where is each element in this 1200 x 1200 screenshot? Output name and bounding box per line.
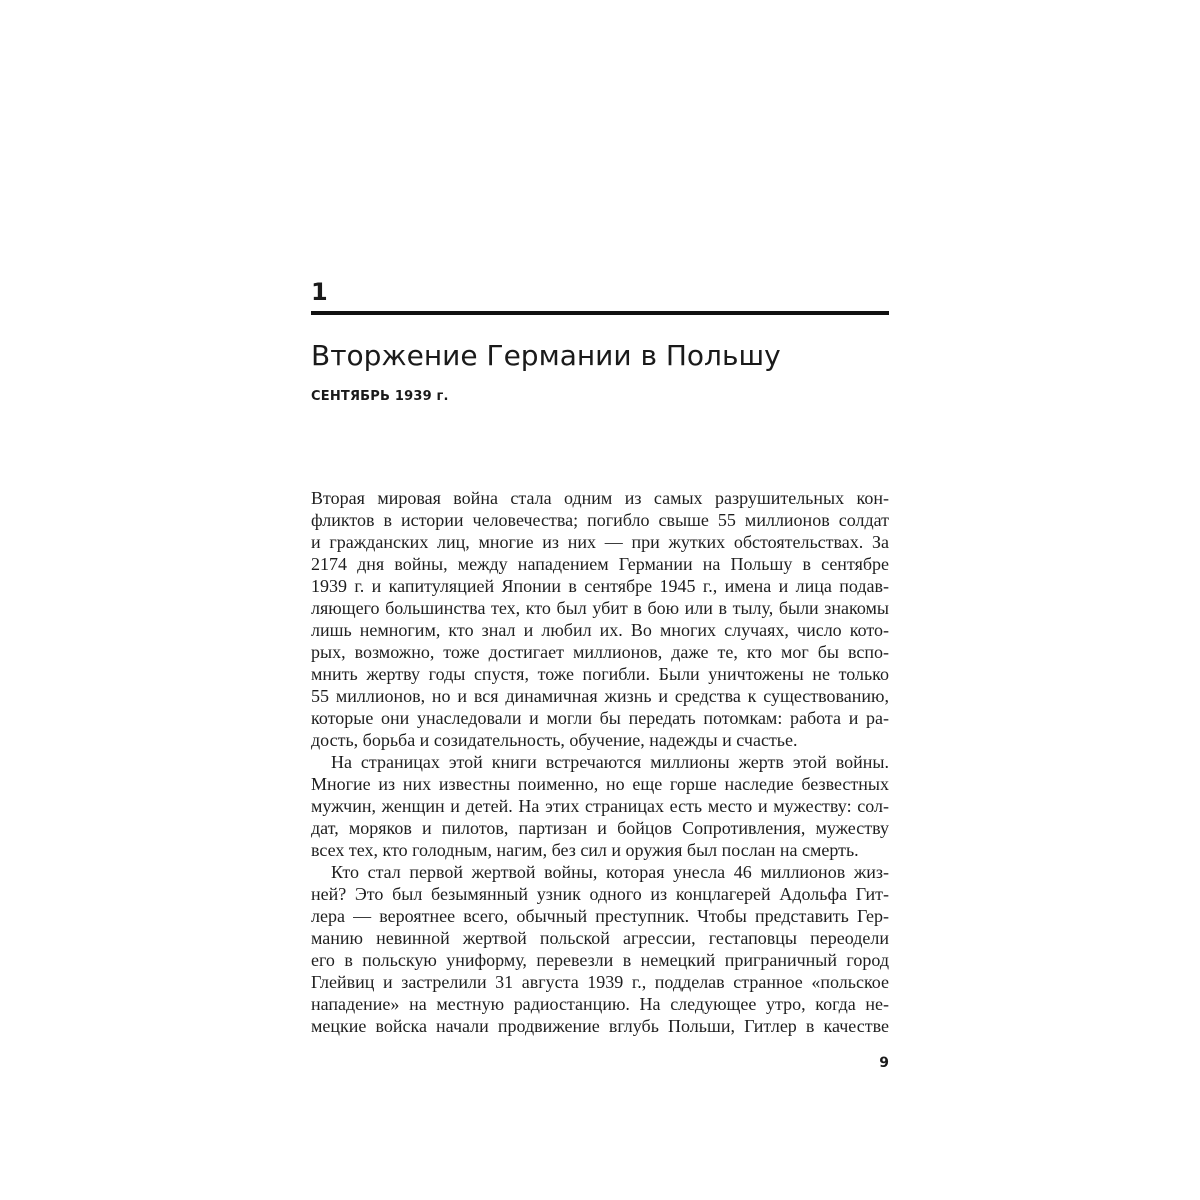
chapter-title: Вторжение Германии в Польшу <box>311 339 781 372</box>
text-line: рых, возможно, тоже достигает миллионов, даже те, кто мог бы вспо- <box>311 642 889 662</box>
chapter-date: СЕНТЯБРЬ 1939 г. <box>311 389 449 404</box>
text-line: мецкие войска начали продвижение вглубь Польши, Гитлер в качестве <box>311 1016 889 1036</box>
text-line: Глейвиц и застрелили 31 августа 1939 г., подделав странное «польское <box>311 972 889 992</box>
body-text <box>311 487 889 1037</box>
chapter-rule <box>311 311 889 315</box>
text-line: Многие из них известны поименно, но еще горше наследие безвестных <box>311 774 889 794</box>
text-line: мужчин, женщин и детей. На этих страницах есть место и мужеству: сол- <box>311 796 889 816</box>
paragraph-3 <box>311 861 889 1037</box>
chapter-number: 1 <box>311 278 328 306</box>
text-line: которые они унаследовали и могли бы передать потомкам: работа и ра- <box>311 708 889 728</box>
text-line: лера — вероятнее всего, обычный преступник. Чтобы представить Гер- <box>311 906 889 926</box>
text-line: 55 миллионов, но и вся динамичная жизнь и средства к существованию, <box>311 686 889 706</box>
text-line: фликтов в истории человечества; погибло свыше 55 миллионов солдат <box>311 510 889 530</box>
text-line: 2174 дня войны, между нападением Германии на Польшу в сентябре <box>311 554 889 574</box>
paragraph-2 <box>311 751 889 861</box>
text-line: дат, моряков и пилотов, партизан и бойцов Сопротивления, мужеству <box>311 818 889 838</box>
text-line: манию невинной жертвой польской агрессии, гестаповцы переодели <box>311 928 889 948</box>
text-line: его в польскую униформу, перевезли в немецкий приграничный город <box>311 950 889 970</box>
text-line: дость, борьба и созидательность, обучение, надежды и счастье. <box>311 730 798 750</box>
text-line: всех тех, кто голодным, нагим, без сил и оружия был послан на смерть. <box>311 840 859 860</box>
text-line: ляющего большинства тех, кто был убит в бою или в тылу, были знакомы <box>311 598 889 618</box>
text-line: нападение» на местную радиостанцию. На следующее утро, когда не- <box>311 994 889 1014</box>
text-line: 1939 г. и капитуляцией Японии в сентябре 1945 г., имена и лица подав- <box>311 576 889 596</box>
text-line: Вторая мировая война стала одним из самых разрушительных кон- <box>311 488 889 508</box>
text-line: Кто стал первой жертвой войны, которая унесла 46 миллионов жиз- <box>331 862 889 882</box>
text-line: мнить жертву годы спустя, тоже погибли. Были уничтожены не только <box>311 664 889 684</box>
text-line: На страницах этой книги встречаются миллионы жертв этой войны. <box>331 752 889 772</box>
page-number: 9 <box>879 1055 889 1071</box>
text-line: ней? Это был безымянный узник одного из концлагерей Адольфа Гит- <box>311 884 889 904</box>
paragraph-1 <box>311 487 889 751</box>
text-line: и гражданских лиц, многие из них — при жутких обстоятельствах. За <box>311 532 889 552</box>
text-line: лишь немногим, кто знал и любил их. Во многих случаях, число кото- <box>311 620 889 640</box>
